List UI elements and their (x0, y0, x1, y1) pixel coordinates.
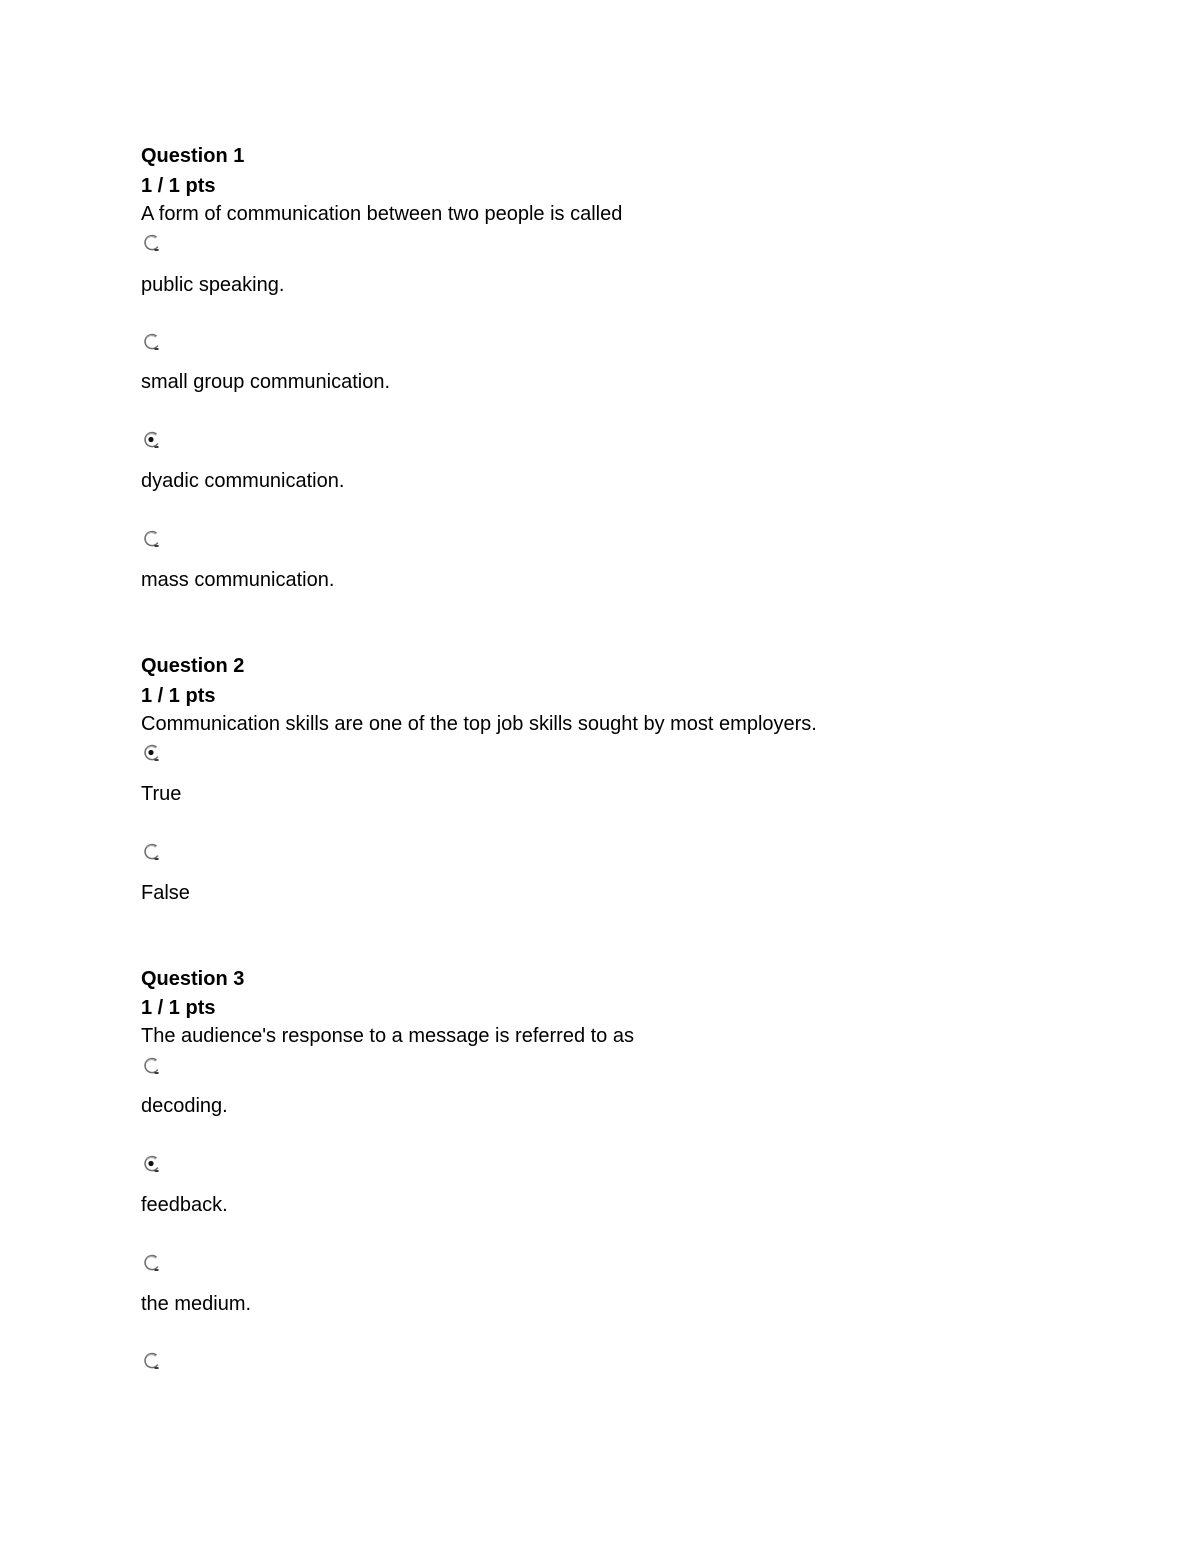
radio-button[interactable] (143, 431, 161, 449)
answer-option-label: mass communication. (141, 569, 335, 591)
radio-button[interactable] (143, 744, 161, 762)
answer-option-label: dyadic communication. (141, 470, 345, 492)
question-points: 1 / 1 pts (141, 997, 216, 1019)
question-prompt: A form of communication between two people is called (141, 203, 623, 225)
radio-button[interactable] (143, 333, 161, 351)
answer-option-label: small group communication. (141, 371, 390, 393)
radio-button[interactable] (143, 1057, 161, 1075)
question-title: Question 1 (141, 145, 245, 167)
radio-button[interactable] (143, 843, 161, 861)
answer-option-label: public speaking. (141, 274, 285, 296)
answer-option-label: False (141, 882, 190, 904)
answer-option-label: decoding. (141, 1095, 228, 1117)
question-title: Question 2 (141, 655, 245, 677)
answer-option-label: feedback. (141, 1194, 228, 1216)
answer-option-label: the medium. (141, 1293, 252, 1315)
radio-button[interactable] (143, 530, 161, 548)
radio-button[interactable] (143, 1155, 161, 1173)
radio-button[interactable] (143, 234, 161, 252)
radio-button[interactable] (143, 1254, 161, 1272)
question-title: Question 3 (141, 968, 245, 990)
question-points: 1 / 1 pts (141, 175, 216, 197)
question-points: 1 / 1 pts (141, 685, 216, 707)
question-prompt: Communication skills are one of the top job skills sought by most employers. (141, 713, 817, 735)
answer-option-label: True (141, 783, 182, 805)
question-prompt: The audience's response to a message is referred to as (141, 1025, 634, 1047)
radio-button[interactable] (143, 1352, 161, 1370)
